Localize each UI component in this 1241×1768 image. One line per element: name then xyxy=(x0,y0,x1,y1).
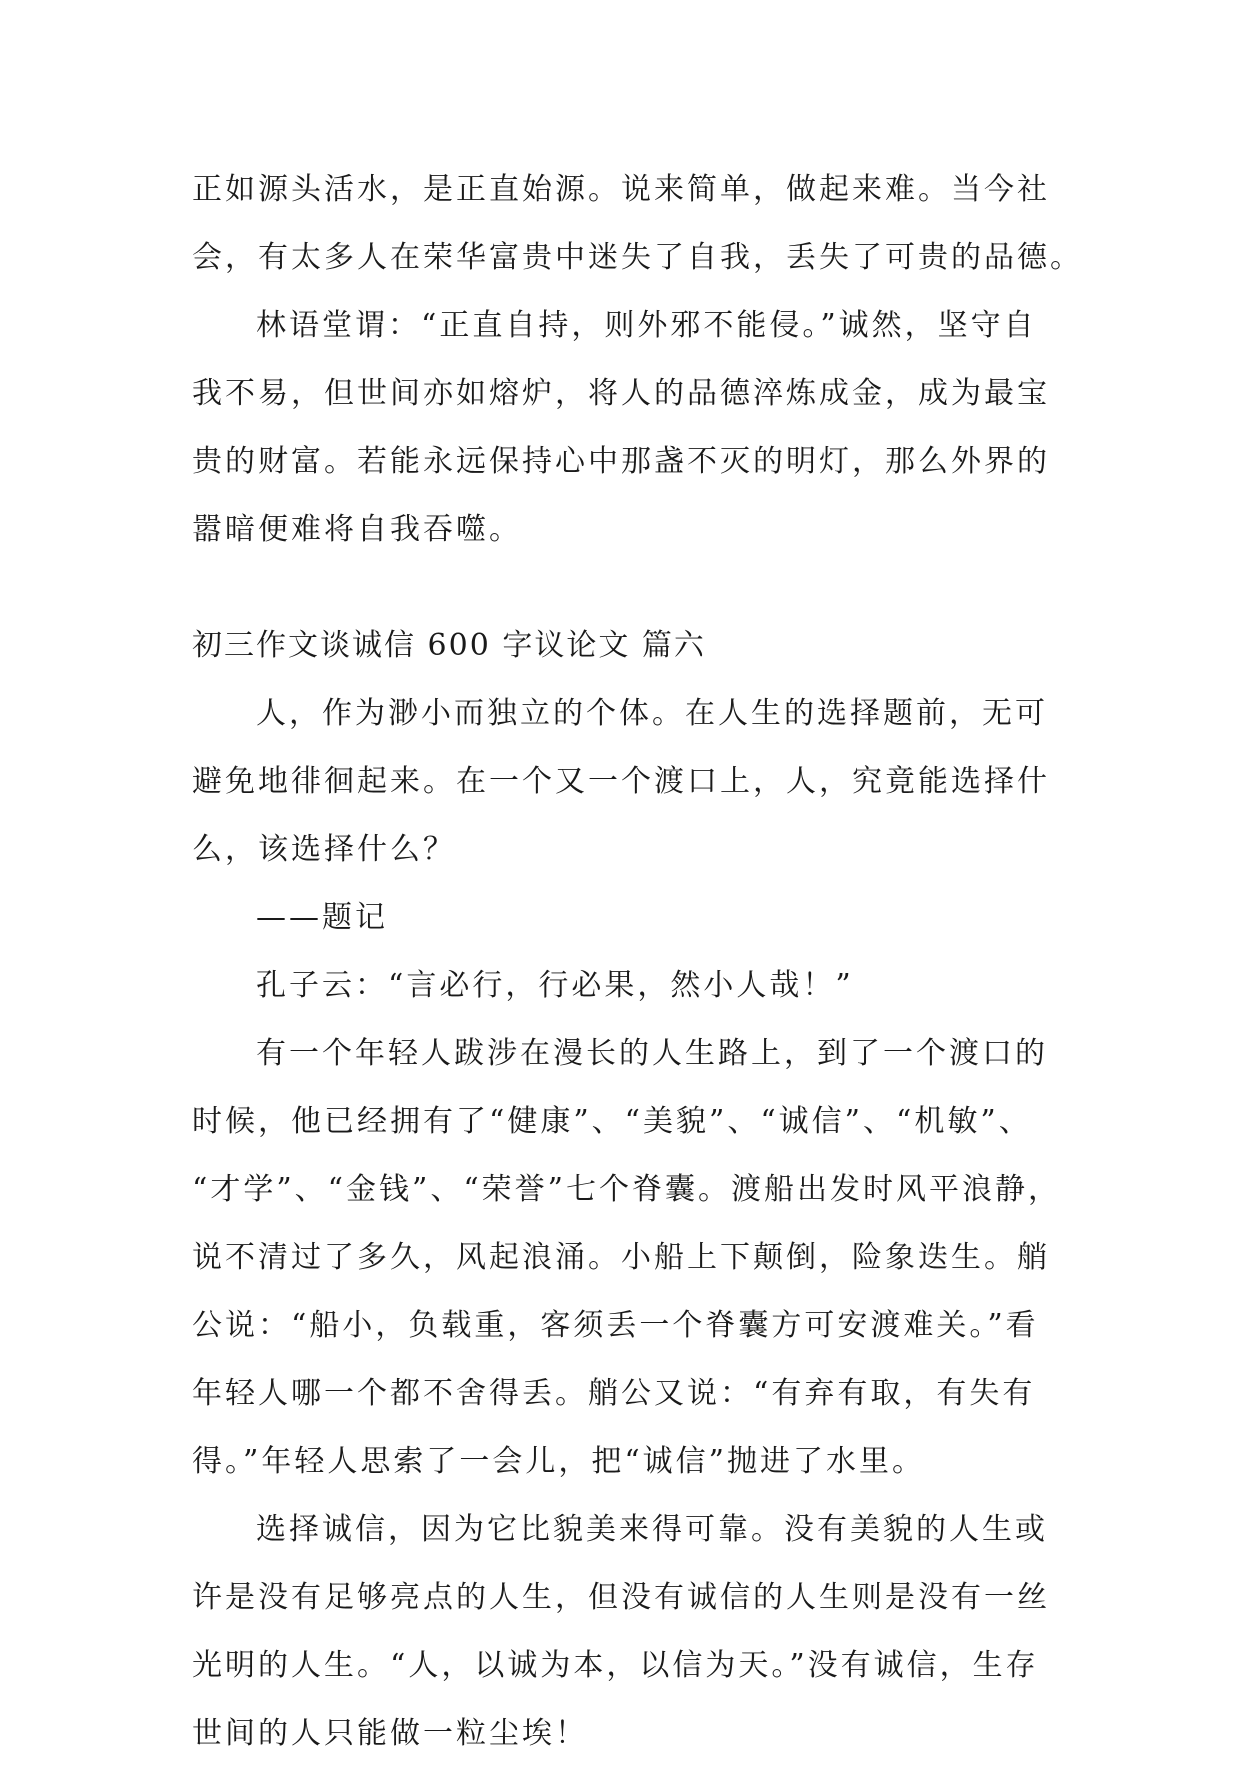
paragraph-ferry-story xyxy=(192,1020,1062,1496)
paragraph-opening xyxy=(192,680,1054,884)
text-line: 么，该选择什么？ xyxy=(192,832,456,867)
section-heading: 初三作文谈诚信 600 字议论文 篇六 xyxy=(192,628,706,663)
text-line: 公说：“船小，负载重，客须丢一个脊囊方可安渡难关。”看 xyxy=(192,1308,1039,1343)
text-line: 有一个年轻人跋涉在漫长的人生路上，到了一个渡口的 xyxy=(256,1036,1048,1071)
confucius-quote: 孔子云：“言必行，行必果，然小人哉！” xyxy=(256,968,854,1003)
text-line: 我不易，但世间亦如熔炉，将人的品德淬炼成金，成为最宝 xyxy=(192,376,1050,411)
section-gap xyxy=(192,564,1054,612)
text-line: 许是没有足够亮点的人生，但没有诚信的人生则是没有一丝 xyxy=(192,1580,1050,1615)
text-line: 人，作为渺小而独立的个体。在人生的选择题前，无可 xyxy=(256,696,1048,731)
text-line: 时候，他已经拥有了“健康”、“美貌”、“诚信”、“机敏”、 xyxy=(192,1104,1032,1139)
text-line: “才学”、“金钱”、“荣誉”七个脊囊。渡船出发时风平浪静， xyxy=(192,1172,1062,1207)
text-line: 林语堂谓：“正直自持，则外邪不能侵。”诚然，坚守自 xyxy=(256,308,1037,343)
text-line: 会，有太多人在荣华富贵中迷失了自我，丢失了可贵的品德。 xyxy=(192,240,1083,275)
text-line: 年轻人哪一个都不舍得丢。艄公又说：“有弃有取，有失有 xyxy=(192,1376,1036,1411)
text-line: 世间的人只能做一粒尘埃！ xyxy=(192,1716,588,1751)
text-line: 贵的财富。若能永远保持心中那盏不灭的明灯，那么外界的 xyxy=(192,444,1050,479)
paragraph-choose-integrity xyxy=(192,1496,1054,1768)
text-line: 光明的人生。“人，以诚为本，以信为天。”没有诚信，生存 xyxy=(192,1648,1039,1683)
text-line: 避免地徘徊起来。在一个又一个渡口上，人，究竟能选择什 xyxy=(192,764,1050,799)
paragraph-lin-yutang xyxy=(192,292,1054,564)
text-line: 得。”年轻人思索了一会儿，把“诚信”抛进了水里。 xyxy=(192,1444,926,1479)
epigraph-source: ——题记 xyxy=(256,900,388,935)
text-line: 说不清过了多久，风起浪涌。小船上下颠倒，险象迭生。艄 xyxy=(192,1240,1050,1275)
text-line: 嚣暗便难将自我吞噬。 xyxy=(192,512,522,547)
text-line: 选择诚信，因为它比貌美来得可靠。没有美貌的人生或 xyxy=(256,1512,1048,1547)
paragraph-integrity-source xyxy=(192,156,1083,292)
text-line: 正如源头活水，是正直始源。说来简单，做起来难。当今社 xyxy=(192,172,1050,207)
document-body xyxy=(192,156,1083,1768)
